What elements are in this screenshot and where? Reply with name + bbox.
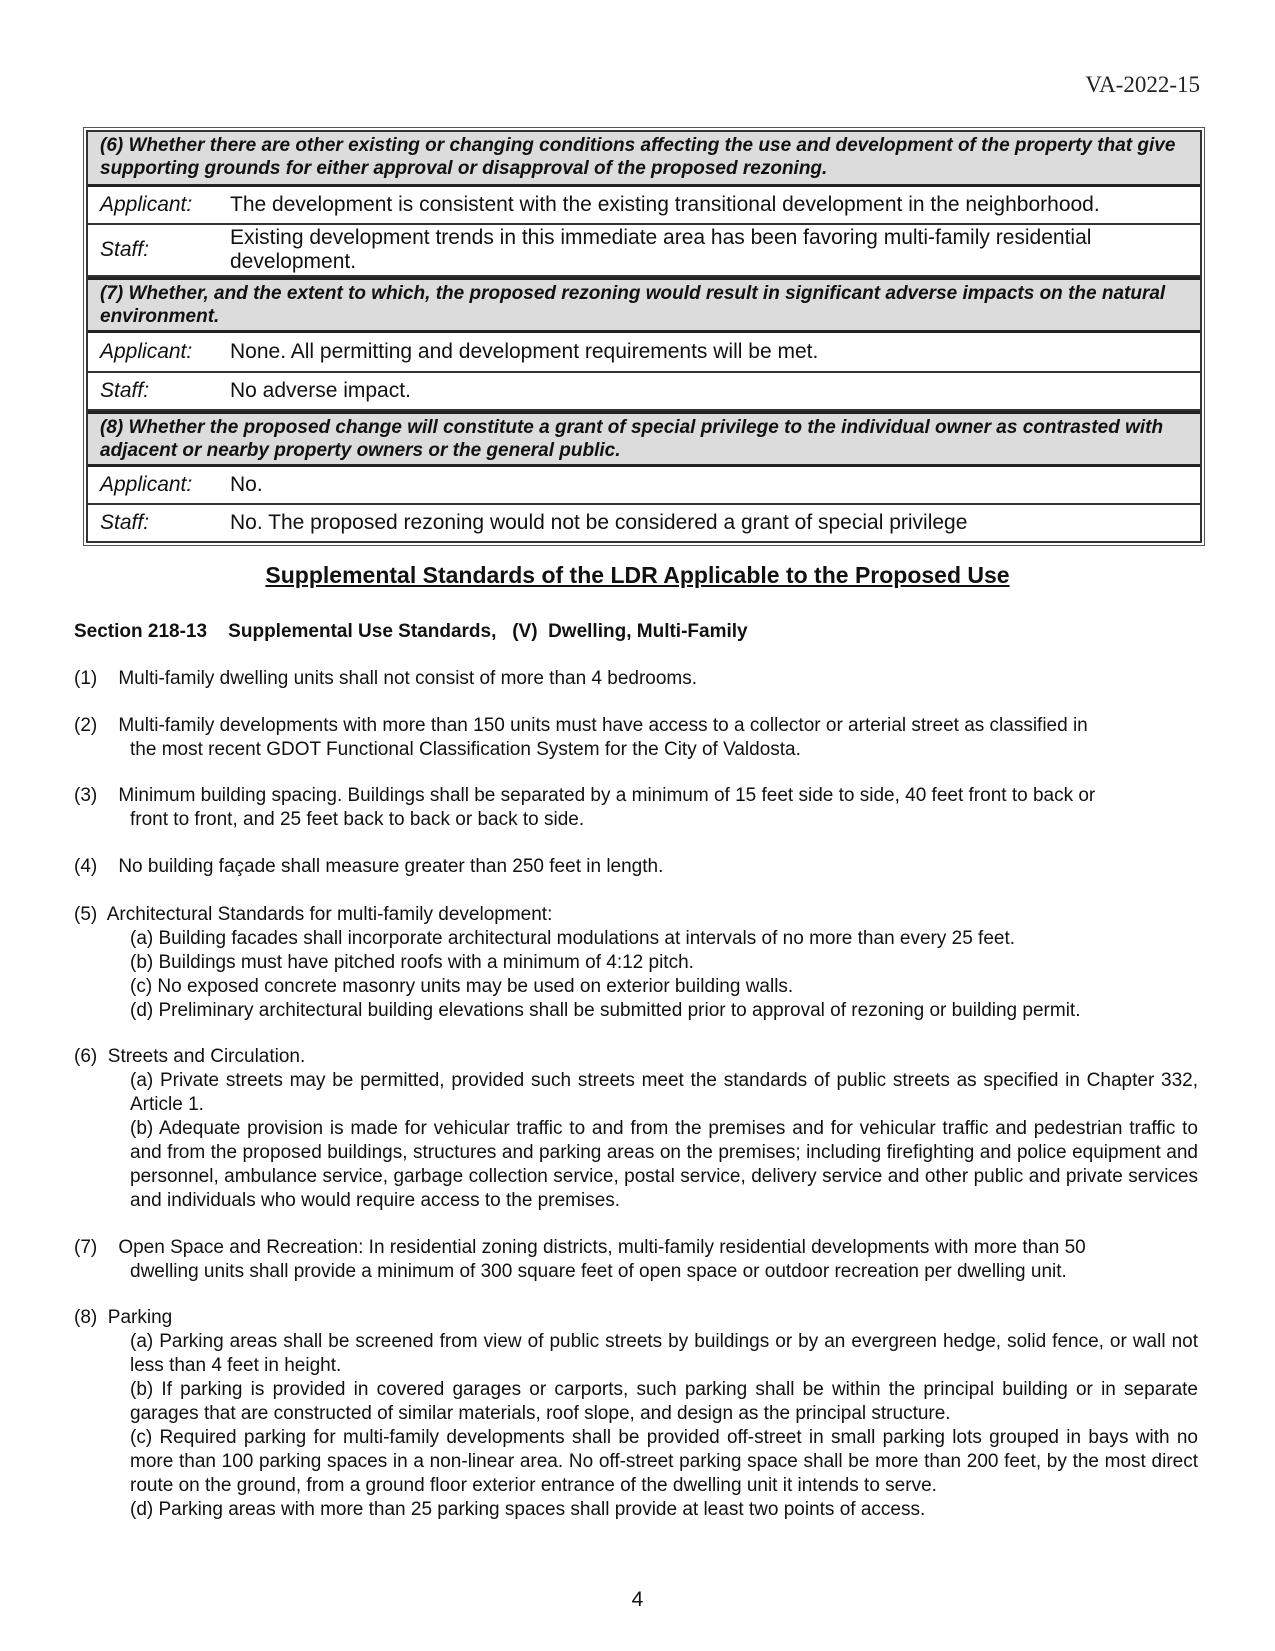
standard-item-b: (b) Buildings must have pitched roofs with a minimum of 4:12 pitch. [130,952,694,973]
staff-response: No adverse impact. [230,379,411,402]
standard-item-a: (a) Private streets may be permitted, provided such streets meet the standards of public streets as specified in Chapter 332, Article 1. [130,1070,1198,1115]
criteria-table [86,130,1202,543]
staff-response: No. The proposed rezoning would not be considered a grant of special privilege [230,511,968,534]
standard-heading: (5) Architectural Standards for multi-family development: [74,904,553,925]
standard-item-b: (b) Adequate provision is made for vehicular traffic to and from the premises and for vehicular traffic and pedestrian traffic to and from the proposed buildings, structures and parking areas on the premises; including firefighting and police equipment and personnel, ambulance service, garbage collection service, postal service, delivery service and other public and private services and individuals who would require access to the premises. [130,1118,1198,1211]
staff-label: Staff: [100,511,150,534]
section-subtitle: Section 218-13 Supplemental Use Standards, (V) Dwelling, Multi-Family [74,621,748,642]
staff-label: Staff: [100,238,150,261]
applicant-label: Applicant: [100,473,193,496]
criterion-6-applicant-row [88,187,1200,225]
standard-7 [74,1236,1198,1284]
document-id: VA-2022-15 [1085,72,1200,97]
standard-text: (2) Multi-family developments with more than 150 units must have access to a collector or arterial street as classified in [74,715,1088,736]
standard-8 [74,1306,1198,1522]
page-number: 4 [631,1588,644,1611]
criterion-8-applicant-row [88,467,1200,505]
criterion-8-heading: (8) Whether the proposed change will constitute a grant of special privilege to the individual owner as contrasted with adjacent or nearby property owners or the general public. [88,411,1200,467]
criterion-7-staff-row [88,373,1200,411]
applicant-label: Applicant: [100,193,193,216]
standard-continuation: front to front, and 25 feet back to back or back to side. [130,809,585,830]
standard-item-c: (c) No exposed concrete masonry units may be used on exterior building walls. [130,976,794,997]
standard-text: (3) Minimum building spacing. Buildings shall be separated by a minimum of 15 feet side to side, 40 feet front to back or [74,785,1096,806]
standard-1 [74,667,1198,691]
standard-heading: (6) Streets and Circulation. [74,1046,306,1067]
standard-2 [74,714,1198,762]
standard-continuation: dwelling units shall provide a minimum of 300 square feet of open space or outdoor recreation per dwelling unit. [130,1261,1067,1282]
staff-response: Existing development trends in this immediate area has been favoring multi-family residential development. [230,226,1092,273]
standard-text: (4) No building façade shall measure greater than 250 feet in length. [74,856,664,877]
applicant-label: Applicant: [100,340,193,363]
applicant-response: No. [230,473,263,496]
applicant-response: None. All permitting and development requirements will be met. [230,340,819,363]
section-title: Supplemental Standards of the LDR Applicable to the Proposed Use [265,562,1010,588]
standard-item-d: (d) Parking areas with more than 25 parking spaces shall provide at least two points of access. [130,1499,926,1520]
standard-continuation: the most recent GDOT Functional Classification System for the City of Valdosta. [130,739,801,760]
standard-text: (7) Open Space and Recreation: In residential zoning districts, multi-family residential developments with more than 50 [74,1237,1086,1258]
standard-4 [74,855,1198,879]
criterion-7-applicant-row [88,333,1200,373]
standard-item-d: (d) Preliminary architectural building elevations shall be submitted prior to approval of rezoning or building permit. [130,1000,1081,1021]
standard-item-a: (a) Parking areas shall be screened from view of public streets by buildings or by an evergreen hedge, solid fence, or wall not less than 4 feet in height. [130,1331,1198,1376]
criterion-6-heading: (6) Whether there are other existing or changing conditions affecting the use and development of the property that give supporting grounds for either approval or disapproval of the proposed rezoning. [88,132,1200,187]
criterion-7-heading: (7) Whether, and the extent to which, the proposed rezoning would result in significant adverse impacts on the natural environment. [88,277,1200,333]
staff-label: Staff: [100,379,150,402]
standard-5 [74,903,1198,1023]
criterion-8-staff-row [88,505,1200,541]
applicant-response: The development is consistent with the existing transitional development in the neighborhood. [230,193,1100,216]
standard-3 [74,784,1198,832]
criterion-6-staff-row [88,225,1200,277]
standard-text: (1) Multi-family dwelling units shall not consist of more than 4 bedrooms. [74,668,698,689]
standard-item-a: (a) Building facades shall incorporate architectural modulations at intervals of no more than every 25 feet. [130,928,1016,949]
standard-item-c: (c) Required parking for multi-family developments shall be provided off-street in small parking lots grouped in bays with no more than 100 parking spaces in a non-linear area. No off-street parking space shall be more than 200 feet, by the most direct route on the ground, from a ground floor exterior entrance of the dwelling unit it intends to serve. [130,1427,1198,1496]
standard-heading: (8) Parking [74,1307,173,1328]
standard-item-b: (b) If parking is provided in covered garages or carports, such parking shall be within the principal building or in separate garages that are constructed of similar materials, roof slope, and design as the principal structure. [130,1379,1198,1424]
standard-6 [74,1045,1198,1213]
